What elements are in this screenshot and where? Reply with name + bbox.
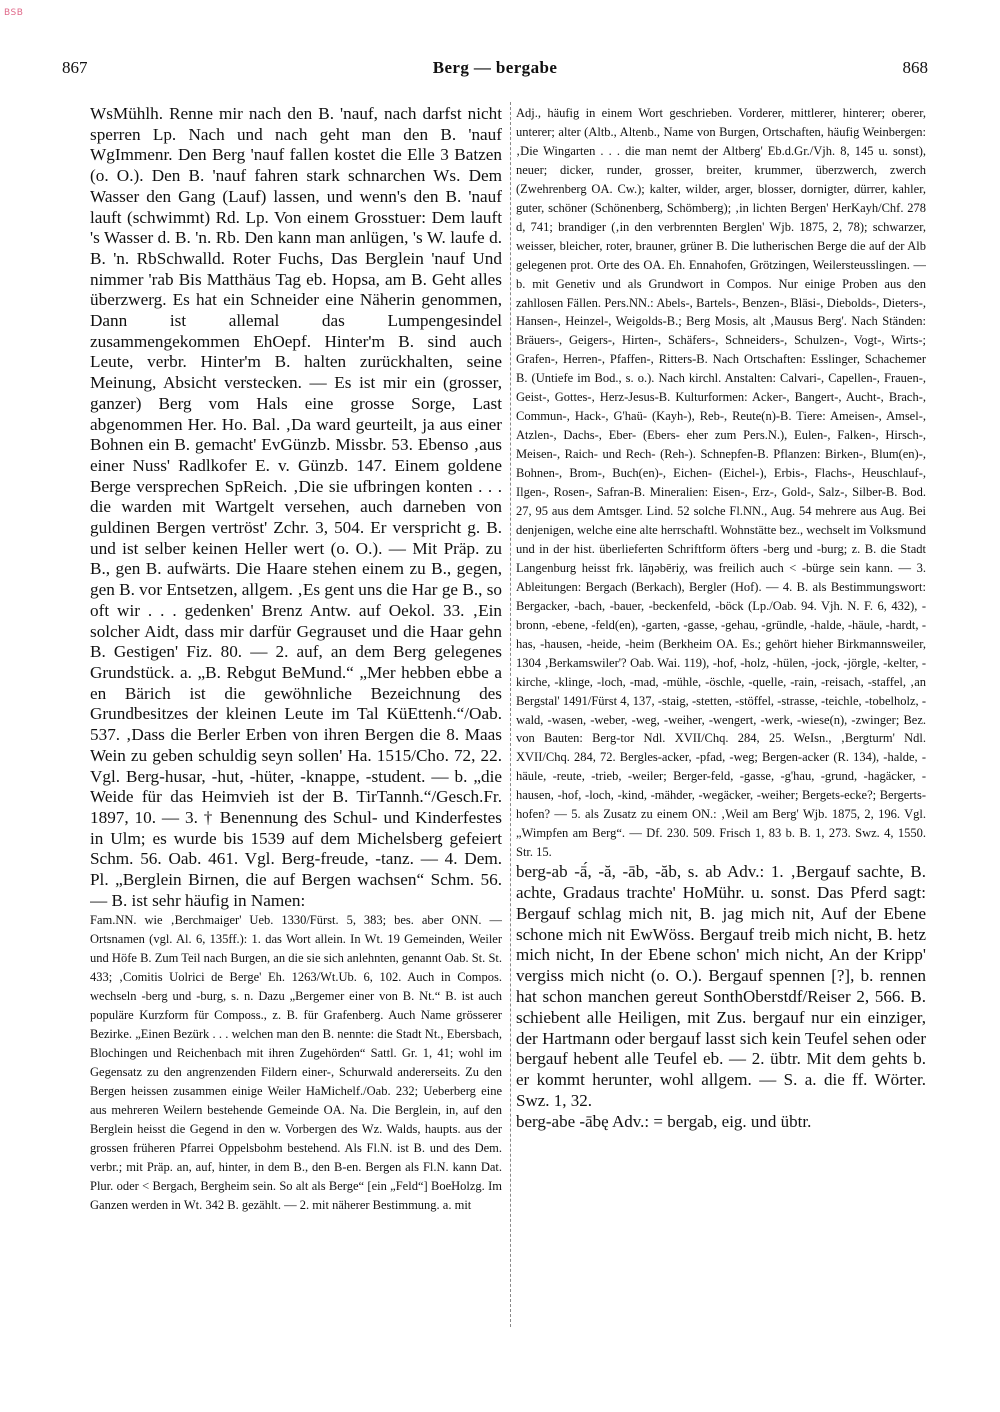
page-header (62, 58, 928, 88)
column-divider (510, 102, 511, 1327)
entry-berg-abe: berg-abe -ābę Adv.: = bergab, eig. und übtr. (516, 1111, 812, 1131)
right-column-paragraph-small: Adj., häufig in einem Wort geschrieben. Vorderer, mittlerer, hinterer; oberer, unterer; alter (Altb., Altenb., Name von Burgen, Ortschaften, häufig Weinbergen: ‚Die Wingarten . . . die man nemt der Altberg' Eb.d.Gr./Vjh. 8, 145 u. sonst), neuer; dicker, runder, grosser, breiter, krummer, überzwerch, zwerch (Zwehrenberg OA. Cw.); kalter, wilder, arger, blosser, dornigter, dürrer, kahler, guter, schöner (Schönenberg, Schömberg); ‚in lichten Bergen' HerKayh/Chf. 278 d, 741; brandiger (‚in den verbrennten Berglen' Wjb. 1875, 2, 78); schwarzer, weisser, bleicher, roter, brauner, grüner B. Die lutherischen Berge die auf der Alb gelegenen prot. Orte des OA. Eh. Ennahofen, Grötzingen, Weilersteusslingen. — b. mit Genetiv und als Grundwort in Compos. Nur einige Proben aus den zahllosen Fällen. Pers.NN.: Abels-, Bartels-, Benzen-, Bläsi-, Diebolds-, Dieters-, Hansen-, Heinzel-, Weigolds-B.; Berg Mosis, alt ‚Mausus Berg'. Nach Ständen: Bräuers-, Geigers-, Hirten-, Schäfers-, Schneiders-, Schulzen-, Vogt-, Wirts-; Grafen-, Herren-, Pfaffen-, Ritters-B. Nach Ortschaften: Esslinger, Schachemer B. (Untiefe im Bod., s. o.). Nach kirchl. Anstalten: Calvari-, Capellen-, Frauen-, Geist-, Gottes-, Herz-Jesus-B. Kulturformen: Acker-, Bangert-, Aucht-, Brach-, Commun-, Hack-, G'haü- (Kayh-), Reb-, Reute(n)-B. Tiere: Ameisen-, Amsel-, Atzlen-, Dachs-, Eber- (Ebers- eher zum Pers.N.), Eulen-, Falken-, Hirsch-, Meisen-, Raich- und Rech- (Reh-). Schnepfen-B. Pflanzen: Birken-, Blum(en)-, Bohnen-, Brom-, Buch(en)-, Eichen- (Eichel-), Erbis-, Flachs-, Heuschlauf-, Ilgen-, Rosen-, Safran-B. Mineralien: Eisen-, Erz-, Gold-, Salz-, Silber-B. Bod. 27, 95 aus dem Amtsger. Lind. 52 solche Fl.NN., Aug. 54 mehrere aus Aug. Bei denjenigen, welche eine alte herrschaftl. Wohnstätte bez., wechselt im Volksmund und in der hist. überlieferten Schriftform öfters -berg und -burg; z. B. die Stadt Langenburg heisst frk. lāŋəbēriχ, was freilich auch < -bürge sein kann. — 3. Ableitungen: Bergach (Berkach), Bergler (Hof). — 4. B. als Bestimmungswort: Bergacker, -bach, -bauer, -beckenfeld, -böck (Lp./Oab. 94. Vjh. N. F. 6, 432), -bronn, -ebene, -feld(en), -garten, -gasse, -gehau, -gründle, -halde, -häule, -hardt, -has, -hausen, -heide, -heim (Berkheim OA. Es.; gehört hieher Birkmannsweiler, 1304 ‚Berkamswiler'? Oab. Wai. 119), -hof, -holz, -hülen, -jock, -jörgle, -kelter, -kirche, -klinge, -loch, -mad, -mühle, -öschle, -quelle, -rain, -reisach, -staffel, ‚an Bergstal' 1491/Fürst 4, 137, -staig, -stetten, -stöffel, -strasse, -teichle, -tobelholz, -wald, -wasen, -weber, -weg, -weiher, -wengert, -werk, -wiese(n), -zwinger; Bez. von Bauten: Berg-tor Ndl. XVII/Chq. 284, 25. WeIsn., ‚Bergturm' Ndl. XVII/Chq. 284, 72. Bergles-acker, -pfad, -weg; Bergen-acker (R. 134), -halde, -häule, -reute, -trieb, -weiler; Berger-feld, -gasse, -g'hau, -grund, -hagäcker, -hausen, -hof, -loch, -kind, -mähder, -wegäcker, -weiher; Bergets-ecke?; Bergerts-hofen? — 5. als Zusatz zu einem ON.: ‚Weil am Berg' Wjb. 1875, 2, 196. Vgl. „Wimpfen am Berg“. — Df. 230. 509. Frisch 1, 83 b. B. 1, 273. Swz. 4, 1550. Str. 15. (516, 106, 926, 860)
left-column-paragraph-large: WsMühlh. Renne mir nach den B. 'nauf, nach darfst nicht sperren Lp. Nach und nach geht man den B. 'nauf WgImmenr. Den Berg 'nauf fallen kostet die Elle 3 Batzen (o. O.). Den B. 'nauf fahren stark schnarchen Ws. Dem Wasser den Gang (Lauf) lassen, und wenn's den B. 'nauf lauft (schwimmt) Rd. Lp. Von einem Grosstuer: Dem lauft 's Wasser d. B. 'n. Rb. Den kann man anlügen, 's W. laufe d. B. 'n. RbSchwalld. Roter Fuchs, Das Berglein 'nauf Und nimmer 'rab Bis Matthäus Tag eb. Hopsa, am B. Geht alles überzwerg. Es hat ein Schneider eine Näherin genommen, Dann ist allemal das Lumpengesindel zusammengekommen EhOepf. Hinter'm B. sind auch Leute, verbr. Hinter'm B. halten zurückhalten, seine Meinung, Absicht verstecken. — Es ist mir ein (grosser, ganzer) Berg vom Hals eine grosse Sorge, Last abgenommen Her. Ho. Bal. ‚Da ward geurteilt, ja aus einer Bohnen ein B. gemacht' EvGünzb. Missbr. 53. Ebenso ‚aus einer Nuss' Radlkofer E. v. Günzb. 147. Einem goldene Berge versprechen SpReich. ‚Die sie ufbringen konten . . . die warden mit Wartgelt versehen, auch darneben von guldinen Bergen vertröst' Zchr. 3, 504. Er verspricht g. B. und ist selber keinen Heller wert (o. O.). — Mit Präp. zu B., gen B. aufwärts. Die Haare stehen einem zu B., gegen, gen B. vor Entsetzen, allgem. ‚Es gent uns die Har ge B., so oft wir . . . gedenken' Brenz Antw. auf Oekol. 33. ‚Ein solcher Aidt, dass mir darfür Gegrauset und die Haar gehn B. Gestigen' Fiz. 80. — 2. auf, an dem Berg gelegenes Grundstück. a. „B. Rebgut BeMund.“ „Mer hebben ebbe a en Bärich ist die gewöhnliche Bezeichnung des Grundbesitzes der kleinen Leute im Tal KüEttenh.“/Oab. 537. ‚Dass die Berler Erben von ihren Bergen die 8. Maas Wein zu geben schuldig seyn sollen' Ha. 1515/Cho. 72, 22. Vgl. Berg-husar, -hut, -hüter, -knappe, -student. — b. „die Weide für das Heimvieh ist der B. TirTannh.“/Gesch.Fr. 1897, 10. — 3. † Benennung des Schul- und Kinderfestes in Ulm; es wurde bis 1539 auf dem Michelsberg gefeiert Schm. 56. Oab. 461. Vgl. Berg-freude, -tanz. — 4. Dem. Pl. „Berglein Birnen, die auf Bergen wachsen“ Schm. 56. — B. ist sehr häufig in Namen: (90, 104, 502, 910)
entry-berg-ab: berg-ab -ā́, -ă, -āb, -ăb, s. ab Adv.: 1. ‚Bergauf sachte, B. achte, Gradaus trachte' HoMühr. u. sonst. Das Pferd sagt: Bergauf schlag mich nit, B. jag mich nit, Auf der Ebene schone mich nit EwWöss. Bergauf treib mich nicht, B. hetz mich nicht, In der Ebene schon' mich nicht, An der Kripp' vergiss mich nicht (o. O.). Bergauf spennen [?], b. rennen hat schon manchen gereut SonthOberstdf/Reiser 2, 566. B. schiebent alle Heiligen, mit Zus. bergauf nur ein einziger, der Hartmann oder bergauf lasst sich kein Teufel sehen oder bergauf hebent alle Teufel eb. — 2. übtr. Mit dem gehts b. er kommt herunter, wohl allgem. — S. a. die ff. Wörter. Swz. 1, 32. (516, 862, 926, 1110)
page-number-left: 867 (62, 58, 88, 77)
left-column (90, 104, 502, 1334)
running-head: Berg — bergabe (432, 58, 558, 77)
library-stamp: BSB (4, 8, 24, 18)
page-number-right: 868 (902, 58, 928, 77)
right-column (516, 104, 926, 1334)
left-column-paragraph-small: Fam.NN. wie ‚Berchmaiger' Ueb. 1330/Fürst. 5, 383; bes. aber ONN. — Ortsnamen (vgl. Al. 6, 135ff.): 1. das Wort allein. In Wt. 19 Gemeinden, Weiler und Höfe B. Zum Teil nach Burgen, an die sie sich anlehnten, genannt Oab. St. St. 433; ‚Comitis Uolrici de Berge' Eh. 1263/Wt.Ub. 6, 102. Auch in Compos. wechseln -berg und -burg, s. n. Dazu „Bergemer einer von B. Nt.“ B. ist auch populäre Kurzform für Composs., z. B. für Grafenberg. Auch Name grösserer Bezirke. „Einen Bezürk . . . welchen man den B. nennte: die Stadt Nt., Ebersbach, Blochingen und Reichenbach mit ihren Zugehörden“ Sattl. Gr. 1, 41; wohl im Gegensatz zu den angrenzenden Fildern einer-, Schurwald andererseits. Zu den Bergen heissen zusammen einige Weiler HaMichelf./Oab. 232; Ueberberg eine aus mehreren Weilern bestehende Gemeinde OA. Na. Die Berglein, in, auf den Berglein heisst die Gegend in den w. Vorbergen des Wz. Walds, haupts. aus der grossen früheren Pfarrei Oppelsbohm bestehend. Als Fl.N. ist B. und des Dem. verbr.; mit Präp. an, auf, hinter, in dem B., den B-en. Bergen als Fl.N. kann Dat. Plur. oder < Bergach, Bergheim sein. So alt als Berge“ [ein „Feld“] BoeHolzg. Im Ganzen werden in Wt. 342 B. gezählt. — 2. mit näherer Bestimmung. a. mit (90, 913, 502, 1212)
